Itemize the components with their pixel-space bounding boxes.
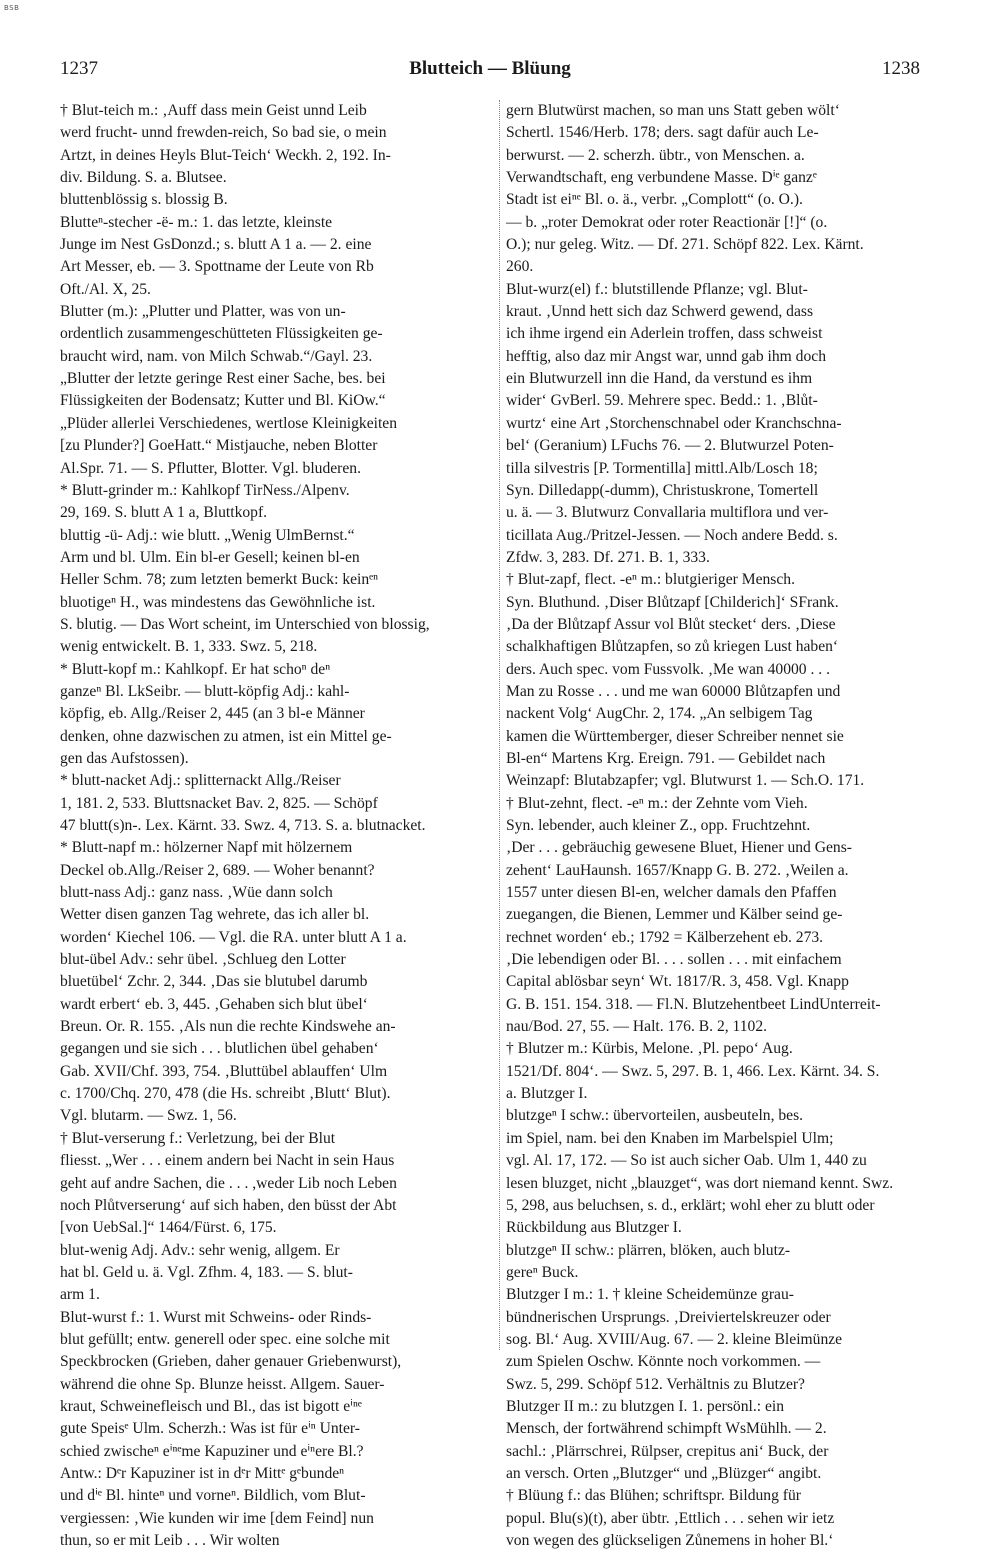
- text-line: wider‘ GvBerl. 59. Mehrere spec. Bedd.: 1. ‚Blůt-: [506, 392, 818, 410]
- text-line: Blutter (m.): „Plutter und Platter, was von un-: [60, 303, 346, 321]
- column-divider: [499, 100, 500, 1350]
- text-line: Junge im Nest GsDonzd.; s. blutt A 1 a. — 2. eine: [60, 236, 372, 254]
- text-line: tilla silvestris [P. Tormentilla] mittl.Alb/Losch 18;: [506, 459, 818, 477]
- text-line: bluttenblössig s. blossig B.: [60, 191, 228, 209]
- text-line: Deckel ob.Allg./Reiser 2, 689. — Woher benannt?: [60, 861, 375, 879]
- text-line: † Blut-zapf, flect. -eⁿ m.: blutgieriger Mensch.: [506, 571, 795, 589]
- text-line: vergiessen: ‚Wie kunden wir ime [dem Feind] nun: [60, 1509, 374, 1527]
- text-line: hefftig, also daz mir Angst war, unnd gab ihm doch: [506, 347, 826, 365]
- text-line: 1557 unter diesen Bl-en, welcher damals den Pfaffen: [506, 884, 837, 902]
- text-line: Flüssigkeiten der Bodensatz; Kutter und Bl. KiOw.“: [60, 392, 386, 410]
- text-line: ders. Auch spec. vom Fussvolk. ‚Me wan 40000 . . .: [506, 660, 830, 678]
- text-line: Vgl. blutarm. — Swz. 1, 56.: [60, 1107, 237, 1125]
- text-line: „Blutter der letzte geringe Rest einer Sache, bes. bei: [60, 370, 386, 388]
- text-line: Art Messer, eb. — 3. Spottname der Leute von Rb: [60, 258, 374, 276]
- text-line: * Blutt-grinder m.: Kahlkopf TirNess./Alpenv.: [60, 481, 350, 499]
- text-line: Blut-wurz(el) f.: blutstillende Pflanze; vgl. Blut-: [506, 280, 808, 298]
- text-line: noch Plůtverserung‘ auf sich haben, den büsst der Abt: [60, 1196, 397, 1214]
- text-line: Blutzger I m.: 1. † kleine Scheidemünze grau-: [506, 1286, 794, 1304]
- text-line: von wegen des glückseligen Zůnemens in hoher Bl.‘: [506, 1532, 834, 1549]
- text-line: popul. Blu(s)(t), aber übtr. ‚Ettlich . . . sehen wir ietz: [506, 1509, 835, 1527]
- text-line: kamen die Württemberger, dieser Schreiber nennet sie: [506, 727, 844, 745]
- text-line: 1, 181. 2, 533. Bluttsnacket Bav. 2, 825. — Schöpf: [60, 794, 378, 812]
- page-number-right: 1238: [882, 58, 920, 79]
- page-header: [60, 58, 920, 86]
- text-line: und dⁱᵉ Bl. hinteⁿ und vorneⁿ. Bildlich, vom Blut-: [60, 1487, 366, 1505]
- text-line: Swz. 5, 299. Schöpf 512. Verhältnis zu Blutzer?: [506, 1375, 805, 1393]
- text-line: 29, 169. S. blutt A 1 a, Bluttkopf.: [60, 504, 268, 522]
- text-line: gegangen und sie sich . . . blutlichen übel gehaben‘: [60, 1040, 379, 1058]
- text-line: * Blutt-napf m.: hölzerner Napf mit hölzernem: [60, 839, 353, 857]
- text-line: arm 1.: [60, 1286, 100, 1304]
- text-line: Breun. Or. R. 155. ‚Als nun die rechte Kindswehe an-: [60, 1018, 396, 1036]
- text-line: „Plüder allerlei Verschiedenes, wertlose Kleinigkeiten: [60, 414, 398, 432]
- text-line: bluotigeⁿ H., was mindestens das Gewöhnliche ist.: [60, 593, 376, 611]
- text-line: blut gefüllt; entw. generell oder spec. eine solche mit: [60, 1330, 390, 1348]
- text-line: Blutzger II m.: zu blutzgen I. 1. persönl.: ein: [506, 1397, 785, 1415]
- text-line: rechnet worden‘ eb.; 1792 = Kälberzehent eb. 273.: [506, 928, 824, 946]
- text-line: an versch. Orten „Blutzger“ und „Blüzger“ angibt.: [506, 1464, 822, 1482]
- text-line: Syn. Dilledapp(-dumm), Christuskrone, Tomertell: [506, 481, 819, 499]
- text-line: ganzeⁿ Bl. LkSeibr. — blutt-köpfig Adj.: kahl-: [60, 682, 350, 700]
- text-line: lesen bluzget, nicht „blauzget“, was dort niemand kennt. Swz.: [506, 1174, 894, 1192]
- text-line: c. 1700/Chq. 270, 478 (die Hs. schreibt ‚Blutt‘ Blut).: [60, 1085, 391, 1103]
- text-line: † Blut-teich m.: ‚Auff dass mein Geist unnd Leib: [60, 102, 367, 119]
- text-line: sachl.: ‚Plärrschrei, Rülpser, crepitus ani‘ Buck, der: [506, 1442, 829, 1460]
- text-line: wenig entwickelt. B. 1, 333. Swz. 5, 218.: [60, 638, 318, 656]
- text-line: O.); nur geleg. Witz. — Df. 271. Schöpf 822. Lex. Kärnt.: [506, 236, 864, 254]
- text-line: wardt erbert‘ eb. 3, 445. ‚Gehaben sich blut übel‘: [60, 995, 368, 1013]
- text-line: Blutteⁿ-stecher -ë- m.: 1. das letzte, kleinste: [60, 213, 333, 231]
- text-line: nackent Volg‘ AugChr. 2, 174. „An selbigem Tag: [506, 705, 813, 723]
- text-line: † Blut-verserung f.: Verletzung, bei der Blut: [60, 1129, 336, 1147]
- text-line: denken, ohne dazwischen zu atmen, ist ein Mittel ge-: [60, 727, 392, 745]
- text-line: werd frucht- unnd frewden-reich, So bad sie, o mein: [60, 124, 387, 142]
- text-line: 1521/Df. 804‘. — Swz. 5, 297. B. 1, 466. Lex. Kärnt. 34. S.: [506, 1062, 880, 1080]
- library-stamp: BSB: [4, 4, 20, 12]
- text-line: thun, so er mit Leib . . . Wir wolten: [60, 1532, 280, 1549]
- text-line: Mensch, der fortwährend schimpft WsMühlh. — 2.: [506, 1420, 827, 1438]
- text-line: Gab. XVII/Chf. 393, 754. ‚Bluttübel ablauffen‘ Ulm: [60, 1062, 388, 1080]
- text-line: sog. Bl.‘ Aug. XVIII/Aug. 67. — 2. kleine Bleimünze: [506, 1330, 843, 1348]
- text-line: u. ä. — 3. Blutwurz Convallaria multiflora und ver-: [506, 504, 829, 522]
- text-line: a. Blutzger I.: [506, 1085, 588, 1103]
- text-line: gern Blutwürst machen, so man uns Statt geben wölt‘: [506, 102, 840, 119]
- text-line: Verwandtschaft, eng verbundene Masse. Dⁱᵉ ganzᵉ: [506, 169, 817, 187]
- text-line: 260.: [506, 258, 534, 276]
- text-line: Al.Spr. 71. — S. Pflutter, Blotter. Vgl. bluderen.: [60, 459, 361, 477]
- text-line: Bl-en“ Martens Krg. Ereign. 791. — Gebildet nach: [506, 749, 826, 767]
- text-line: † Blutzer m.: Kürbis, Melone. ‚Pl. pepo‘ Aug.: [506, 1040, 793, 1058]
- text-line: ticillata Aug./Pritzel-Jessen. — Noch andere Bedd. s.: [506, 526, 838, 544]
- text-line: * Blutt-kopf m.: Kahlkopf. Er hat schoⁿ deⁿ: [60, 660, 331, 678]
- text-line: blut-übel Adv.: sehr übel. ‚Schlueg den Lotter: [60, 951, 346, 969]
- text-line: Man zu Rosse . . . und me wan 60000 Blůtzapfen und: [506, 682, 841, 700]
- text-line: † Blüung f.: das Blühen; schriftspr. Bildung für: [506, 1487, 801, 1505]
- text-line: Syn. Bluthund. ‚Diser Blůtzapf [Childerich]‘ SFrank.: [506, 593, 839, 611]
- right-column: [506, 100, 918, 1549]
- text-line: Oft./Al. X, 25.: [60, 280, 151, 298]
- text-line: Speckbrocken (Grieben, daher genauer Griebenwurst),: [60, 1353, 402, 1371]
- text-line: Artzt, in deines Heyls Blut-Teich‘ Weckh. 2, 192. In-: [60, 146, 391, 164]
- text-line: nau/Bod. 27, 55. — Halt. 176. B. 2, 1102.: [506, 1018, 768, 1036]
- text-line: blutzgeⁿ II schw.: plärren, blöken, auch blutz-: [506, 1241, 791, 1259]
- text-line: schied zwischeⁿ eⁱⁿᵉme Kapuziner und eⁱⁿere Bl.?: [60, 1442, 364, 1460]
- text-line: schalkhaftigen Blůtzapfen, so zů kriegen Lust haben‘: [506, 638, 839, 656]
- text-line: Schertl. 1546/Herb. 178; ders. sagt dafür auch Le-: [506, 124, 819, 142]
- text-line: zehent‘ LauHaunsh. 1657/Knapp G. B. 272. ‚Weilen a.: [506, 861, 849, 879]
- text-line: zuegangen, die Bienen, Lemmer und Kälber seind ge-: [506, 906, 843, 924]
- text-line: ‚Die lebendigen oder Bl. . . . sollen . . . mit einfachem: [506, 951, 842, 969]
- text-line: wurtz‘ eine Art ‚Storchenschnabel oder Kranchschna-: [506, 414, 842, 432]
- text-line: Syn. lebender, auch kleiner Z., opp. Fruchtzehnt.: [506, 817, 811, 834]
- left-column: [60, 100, 492, 1549]
- text-line: geht auf andre Sachen, die . . . ,weder Lib noch Leben: [60, 1174, 397, 1192]
- text-line: ordentlich zusammengeschütteten Flüssigkeiten ge-: [60, 325, 383, 343]
- text-line: bluetübel‘ Zchr. 2, 344. ‚Das sie blutubel darumb: [60, 973, 368, 991]
- text-line: kraut, Schweinefleisch und Bl., das ist bigott eⁱⁿᵉ: [60, 1397, 362, 1415]
- text-line: G. B. 151. 154. 318. — Fl.N. Blutzehentbeet LindUnterreit-: [506, 995, 881, 1013]
- text-line: bel‘ (Geranium) LFuchs 76. — 2. Blutwurzel Poten-: [506, 437, 834, 455]
- text-line: div. Bildung. S. a. Blutsee.: [60, 169, 227, 187]
- text-line: Rückbildung aus Blutzger I.: [506, 1219, 682, 1237]
- text-line: ‚Der . . . gebräuchig gewesene Bluet, Hiener und Gens-: [506, 839, 852, 857]
- text-line: Antw.: Dᵉr Kapuziner ist in dᵉr Mittᵉ gᵉbundeⁿ: [60, 1464, 345, 1482]
- text-line: 5, 298, aus beluchsen, s. d., erklärt; wohl eher zu blutt oder: [506, 1196, 875, 1214]
- text-line: blutt-nass Adj.: ganz nass. ‚Wüe dann solch: [60, 884, 333, 902]
- text-line: ich ihme irgend ein Aderlein troffen, dass schweist: [506, 325, 823, 343]
- text-line: bündnerischen Ursprungs. ‚Dreiviertelskreuzer oder: [506, 1308, 831, 1326]
- text-line: — b. „roter Demokrat oder roter Reactionär [!]“ (o.: [506, 213, 828, 231]
- text-line: [zu Plunder?] GoeHatt.“ Mistjauche, neben Blotter: [60, 437, 378, 455]
- text-line: vgl. Al. 17, 172. — So ist auch sicher Oab. Ulm 1, 440 zu: [506, 1152, 867, 1170]
- text-line: Arm und bl. Ulm. Ein bl-er Gesell; keinen bl-en: [60, 548, 360, 566]
- text-line: blut-wenig Adj. Adv.: sehr wenig, allgem. Er: [60, 1241, 340, 1259]
- text-line: † Blut-zehnt, flect. -eⁿ m.: der Zehnte vom Vieh.: [506, 794, 808, 812]
- text-line: berwurst. — 2. scherzh. übtr., von Menschen. a.: [506, 146, 805, 164]
- text-line: Capital ablösbar seyn‘ Wt. 1817/R. 3, 458. Vgl. Knapp: [506, 973, 849, 991]
- text-line: gereⁿ Buck.: [506, 1263, 579, 1281]
- text-line: braucht wird, nam. von Milch Schwab.“/Gayl. 23.: [60, 347, 373, 365]
- text-line: * blutt-nacket Adj.: splitternackt Allg./Reiser: [60, 772, 341, 790]
- text-line: [von UebSal.]“ 1464/Fürst. 6, 175.: [60, 1219, 277, 1237]
- text-line: während die ohne Sp. Blunze heisst. Allgem. Sauer-: [60, 1375, 385, 1393]
- text-line: Heller Schm. 78; zum letzten bemerkt Buck: keinᵉⁿ: [60, 571, 379, 589]
- text-line: zum Spielen Oschw. Könnte noch vorkommen. —: [506, 1353, 821, 1371]
- text-line: ‚Da der Blůtzapf Assur vol Blůt stecket‘ ders. ‚Diese: [506, 615, 836, 633]
- text-line: hat bl. Geld u. ä. Vgl. Zfhm. 4, 183. — S. blut-: [60, 1263, 353, 1281]
- text-line: 47 blutt(s)n-. Lex. Kärnt. 33. Swz. 4, 713. S. a. blutnacket.: [60, 817, 426, 834]
- text-line: kraut. ‚Unnd hett sich daz Schwerd gewend, dass: [506, 303, 814, 321]
- text-line: ein Blutwurzell inn die Hand, da verstund es ihm: [506, 370, 813, 388]
- text-line: Weinzapf: Blutabzapfer; vgl. Blutwurst 1. — Sch.O. 171.: [506, 772, 865, 790]
- text-line: gute Speisᵉ Ulm. Scherzh.: Was ist für eⁱⁿ Unter-: [60, 1420, 360, 1438]
- text-line: Stadt ist eiⁿᵉ Bl. o. ä., verbr. „Complott“ (o. O.).: [506, 191, 803, 209]
- text-line: worden‘ Kiechel 106. — Vgl. die RA. unter blutt A 1 a.: [60, 928, 407, 946]
- text-line: bluttig -ü- Adj.: wie blutt. „Wenig UlmBernst.“: [60, 526, 355, 544]
- text-line: Zfdw. 3, 283. Df. 271. B. 1, 333.: [506, 548, 710, 566]
- running-title: Blutteich — Blüung: [409, 58, 571, 79]
- page-number-left: 1237: [60, 58, 98, 79]
- text-line: Blut-wurst f.: 1. Wurst mit Schweins- oder Rinds-: [60, 1308, 372, 1326]
- text-line: S. blutig. — Das Wort scheint, im Unterschied von blossig,: [60, 615, 430, 633]
- text-line: blutzgeⁿ I schw.: übervorteilen, ausbeuteln, bes.: [506, 1107, 804, 1125]
- text-line: Wetter disen ganzen Tag wehrete, das ich aller bl.: [60, 906, 370, 924]
- text-line: köpfig, eb. Allg./Reiser 2, 445 (an 3 bl-e Männer: [60, 705, 365, 723]
- text-line: gen das Aufstossen).: [60, 749, 189, 767]
- text-line: fliesst. „Wer . . . einem andern bei Nacht in sein Haus: [60, 1152, 395, 1170]
- text-line: im Spiel, nam. bei den Knaben im Marbelspiel Ulm;: [506, 1129, 834, 1147]
